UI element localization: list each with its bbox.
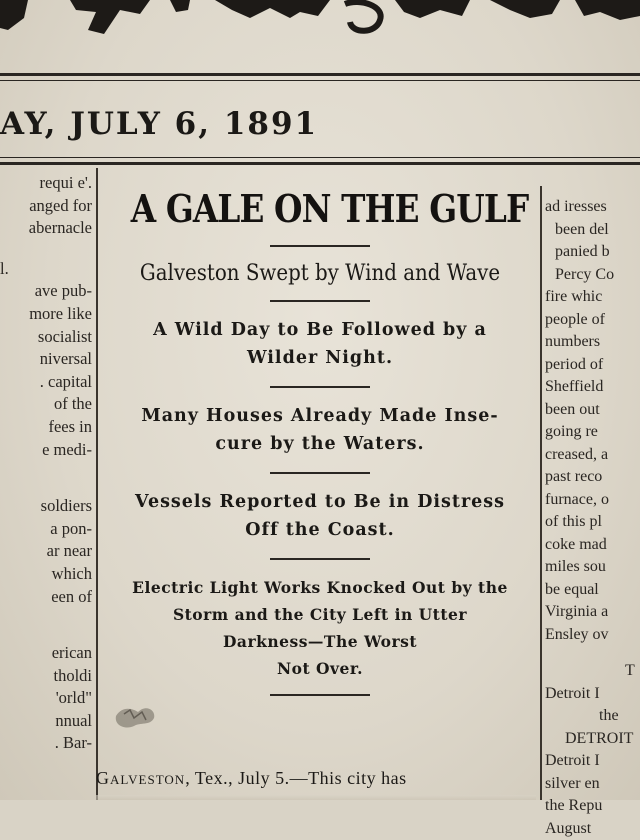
- ink-smudge: [110, 698, 162, 734]
- left-column-line: requi e'.: [0, 172, 92, 195]
- deck-divider: [270, 386, 370, 388]
- right-column-line: creased, a: [545, 444, 640, 467]
- right-column-line: Percy Co: [545, 264, 640, 287]
- right-column-line: be equal: [545, 579, 640, 602]
- right-column-line: ad iresses: [545, 196, 640, 219]
- article-deck-5-line-4: Not Over.: [100, 655, 540, 682]
- top-rule-thick: [0, 73, 640, 76]
- right-column-line: been del: [545, 219, 640, 242]
- right-column-line: Detroit I: [545, 683, 640, 706]
- article-deck-5-line-3: Darkness—The Worst: [100, 628, 540, 655]
- left-column-line: een of: [0, 586, 92, 609]
- right-column-line: miles sou: [545, 556, 640, 579]
- right-column-line: Detroit I: [545, 750, 640, 773]
- right-column-line: of this pl: [545, 511, 640, 534]
- article-deck-3-line-1: Many Houses Already Made Inse-: [100, 402, 540, 430]
- deck-divider: [270, 694, 370, 696]
- article-body-first-line: [96, 768, 546, 789]
- left-column-line: nnual: [0, 710, 92, 733]
- headline-divider: [270, 245, 370, 247]
- right-column-line: T: [545, 660, 640, 683]
- right-column-line: Ensley ov: [545, 624, 640, 647]
- right-column-line: people of: [545, 309, 640, 332]
- left-column-line: l.: [0, 258, 92, 281]
- column-separator-right: [540, 186, 542, 800]
- right-column-line: Sheffield: [545, 376, 640, 399]
- left-column-line: which: [0, 563, 92, 586]
- right-column-line: coke mad: [545, 534, 640, 557]
- left-column-line: erican: [0, 642, 92, 665]
- right-column-line: been out: [545, 399, 640, 422]
- right-column-line: past reco: [545, 466, 640, 489]
- left-column-line: a pon-: [0, 518, 92, 541]
- article-deck-3-line-2: cure by the Waters.: [100, 430, 540, 458]
- deck-divider: [270, 472, 370, 474]
- article-deck-2-line-1: A Wild Day to Be Followed by a: [100, 316, 540, 344]
- left-column-line: niversal: [0, 348, 92, 371]
- left-column-text: [0, 172, 92, 755]
- right-column-line: silver en: [545, 773, 640, 796]
- right-column-line: panied b: [545, 241, 640, 264]
- article-deck-2-line-2: Wilder Night.: [100, 344, 540, 372]
- article-deck-4-line-1: Vessels Reported to Be in Distress: [100, 488, 540, 516]
- article-deck-5-line-2: Storm and the City Left in Utter: [100, 601, 540, 628]
- right-column-line: numbers: [545, 331, 640, 354]
- left-column-line: . capital: [0, 371, 92, 394]
- right-column-line: period of: [545, 354, 640, 377]
- article-headline: A GALE ON THE GULF: [131, 186, 509, 231]
- left-column-line: socialist: [0, 326, 92, 349]
- issue-dateline: AY, JULY 6, 1891: [0, 106, 420, 142]
- left-column-line: e medi-: [0, 439, 92, 462]
- left-column-line: abernacle: [0, 217, 92, 240]
- dateline-rule-thick: [0, 162, 640, 165]
- deck-divider: [270, 558, 370, 560]
- masthead-blackletter-fragment: [0, 0, 640, 50]
- right-column-line: Virginia a: [545, 601, 640, 624]
- right-column-text: [545, 196, 640, 840]
- column-separator-left: [96, 168, 98, 800]
- top-rule-thin: [0, 80, 640, 81]
- right-column-line: furnace, o: [545, 489, 640, 512]
- article-deck-5-line-1: Electric Light Works Knocked Out by the: [100, 574, 540, 601]
- article-deck-4-line-2: Off the Coast.: [100, 516, 540, 544]
- right-column-line: August: [545, 818, 640, 840]
- left-column-line: 'orld": [0, 687, 92, 710]
- left-column-line: . Bar-: [0, 732, 92, 755]
- left-column-line: of the: [0, 393, 92, 416]
- left-column-line: anged for: [0, 195, 92, 218]
- left-column-line: ar near: [0, 540, 92, 563]
- article-headline-block: [100, 178, 540, 710]
- bottom-fade: [96, 795, 536, 800]
- left-column-line: fees in: [0, 416, 92, 439]
- left-column-line: ave pub-: [0, 280, 92, 303]
- article-body-text: , Tex., July 5.—This city has: [185, 768, 406, 788]
- left-column-line: tholdi: [0, 665, 92, 688]
- right-column-line: the: [545, 705, 640, 728]
- article-deck-1: Galveston Swept by Wind and Wave: [122, 261, 518, 286]
- right-column-line: fire whic: [545, 286, 640, 309]
- article-city: Galveston: [96, 768, 185, 788]
- left-column-line: soldiers: [0, 495, 92, 518]
- left-column-line: more like: [0, 303, 92, 326]
- right-column-line: going re: [545, 421, 640, 444]
- dateline-rule-thin: [0, 157, 640, 158]
- right-column-line: the Repu: [545, 795, 640, 818]
- deck-divider: [270, 300, 370, 302]
- right-column-line: DETROIT: [545, 728, 640, 751]
